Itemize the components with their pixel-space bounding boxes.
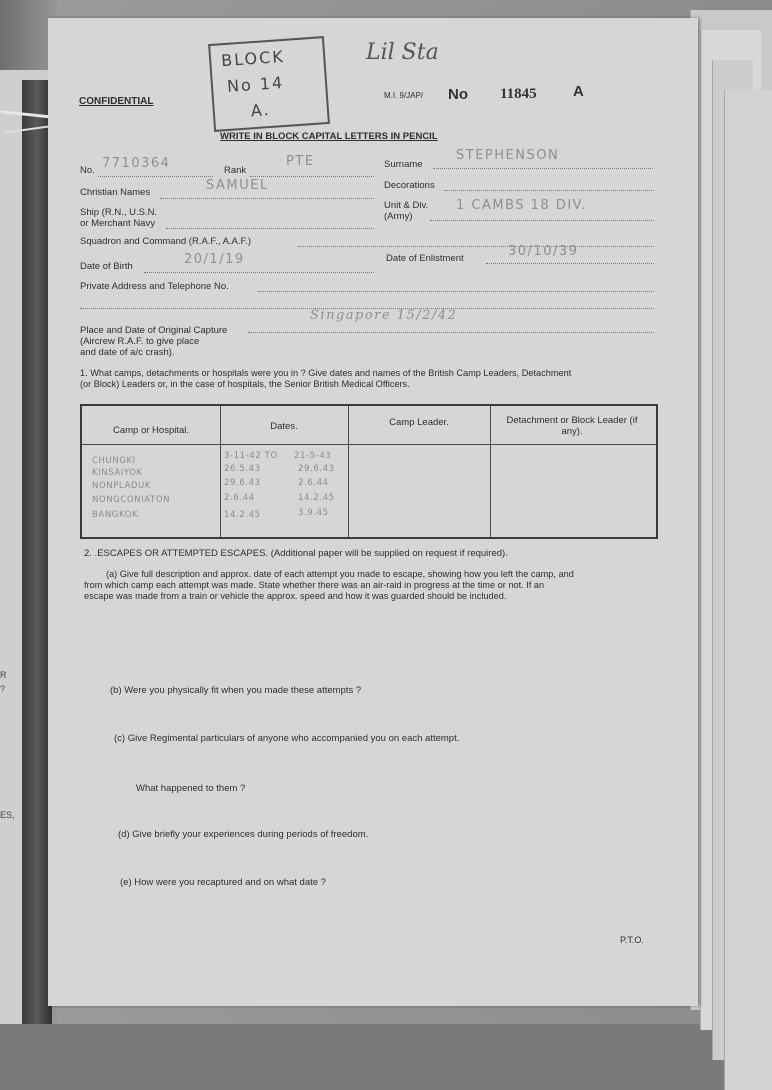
camp-row-3-name: NONPLADUK — [92, 481, 152, 491]
surname-line — [433, 168, 653, 169]
capture-label-3: and date of a/c crash). — [80, 347, 175, 358]
christian-names-line — [160, 198, 374, 199]
dob-label: Date of Birth — [80, 261, 133, 272]
ship-label-2: or Merchant Navy — [80, 218, 155, 229]
dob-line — [144, 272, 374, 273]
decorations-label: Decorations — [384, 180, 435, 191]
header-camp: Camp or Hospital. — [112, 425, 190, 436]
capture-line — [248, 332, 654, 333]
table-divider-3 — [490, 406, 491, 537]
left-fragment-2: ? — [0, 684, 6, 694]
question-2-title: 2. .ESCAPES OR ATTEMPTED ESCAPES. (Additional paper will be supplied on request if required). — [84, 548, 508, 559]
no-value: 7710364 — [102, 156, 171, 171]
camp-row-5-to: 3.9.45 — [298, 508, 329, 518]
capture-value: Singapore 15/2/42 — [310, 308, 458, 323]
unit-label-1: Unit & Div. — [384, 200, 429, 211]
rank-value: PTE — [286, 154, 315, 169]
left-fragment-1: R — [0, 670, 7, 680]
stamp-line-1: BLOCK — [220, 46, 286, 71]
question-2c: (c) Give Regimental particulars of anyone who accompanied you on each attempt. — [114, 733, 460, 744]
question-2e: (e) How were you recaptured and on what date ? — [120, 877, 326, 888]
address-label: Private Address and Telephone No. — [80, 281, 229, 292]
address-line-1 — [258, 291, 654, 292]
dob-value: 20/1/19 — [184, 252, 245, 267]
question-2d: (d) Give briefly your experiences during periods of freedom. — [118, 829, 369, 840]
decorations-line — [444, 190, 654, 191]
camp-row-1-to: 21-5-43 — [294, 451, 332, 461]
camp-row-5-from: 14.2.45 — [224, 510, 261, 520]
surname-value: STEPHENSON — [456, 148, 560, 163]
reference-no-label: No — [448, 86, 468, 103]
reference-prefix: M.I. 9/JAP/ — [384, 91, 424, 100]
camp-row-4-name: NONGCONIATON — [92, 495, 171, 505]
handwritten-initials: Lil Sta — [366, 40, 439, 65]
camp-row-4-from: 2.6.44 — [224, 493, 255, 503]
reference-number: 11845 — [500, 86, 537, 102]
question-2a-line-3: escape was made from a train or vehicle the approx. speed and how it was guarded should be included. — [84, 591, 507, 601]
header-detachment-leader: Detachment or Block Leader (if any). — [506, 415, 638, 437]
squadron-line — [298, 246, 654, 247]
camp-table — [80, 404, 658, 539]
unit-value: 1 CAMBS 18 DIV. — [456, 198, 588, 213]
question-2a-line-2: from which camp each attempt was made. State whether there was an air-raid in progress at the time or not. If an — [84, 580, 545, 590]
pto-label: P.T.O. — [620, 935, 644, 945]
questionnaire-sheet — [48, 18, 698, 1006]
camp-row-3-from: 29.6.43 — [224, 478, 261, 488]
surname-label: Surname — [384, 159, 423, 170]
rank-line — [250, 176, 374, 177]
table-header-rule — [82, 444, 656, 445]
stamp-line-3: A. — [250, 99, 272, 121]
question-2b: (b) Were you physically fit when you made these attempts ? — [110, 685, 362, 696]
enlistment-line — [486, 263, 654, 264]
enlistment-value: 30/10/39 — [508, 244, 579, 259]
ship-line — [166, 228, 374, 229]
christian-names-label: Christian Names — [80, 187, 151, 198]
capture-label-1: Place and Date of Original Capture — [80, 325, 228, 336]
christian-names-value: SAMUEL — [206, 178, 269, 193]
camp-row-1-name: CHUNGKI — [92, 456, 136, 466]
camp-row-2-to: 29.6.43 — [298, 464, 335, 474]
camp-row-2-name: KINSAIYOK — [92, 468, 143, 478]
camp-row-1-from: 3-11-42 TO — [224, 451, 278, 461]
question-2a-line-1: (a) Give full description and approx. date of each attempt you made to escape, showing how you left the camp, and — [106, 569, 574, 579]
reference-suffix: A — [573, 83, 584, 100]
page-stack-4 — [724, 90, 772, 1090]
capture-label-2: (Aircrew R.A.F. to give place — [80, 336, 200, 347]
question-1-line-2: (or Block) Leaders or, in the case of hospitals, the Senior British Medical Officers. — [80, 379, 410, 389]
unit-label-2: (Army) — [384, 211, 413, 222]
no-label: No. — [80, 165, 95, 176]
camp-row-3-to: 2.6.44 — [298, 478, 329, 488]
header-camp-leader: Camp Leader. — [389, 417, 449, 428]
instruction-text: WRITE IN BLOCK CAPITAL LETTERS IN PENCIL — [220, 131, 438, 142]
left-fragment-3: ES, — [0, 810, 15, 820]
question-2c-sub: What happened to them ? — [136, 783, 246, 794]
rank-label: Rank — [224, 165, 247, 176]
unit-line — [430, 220, 654, 221]
block-stamp — [208, 36, 330, 132]
question-1-line-1: 1. What camps, detachments or hospitals were you in ? Give dates and names of the British Camp Leaders, Detachment — [80, 368, 572, 378]
camp-row-4-to: 14.2.45 — [298, 493, 335, 503]
header-dates: Dates. — [270, 421, 298, 432]
enlistment-label: Date of Enlistment — [386, 253, 464, 264]
ship-label-1: Ship (R.N., U.S.N. — [80, 207, 158, 218]
camp-row-5-name: BANGKOK — [92, 510, 139, 520]
confidential-heading: CONFIDENTIAL — [79, 96, 154, 107]
squadron-label: Squadron and Command (R.A.F., A.A.F.) — [80, 236, 252, 247]
stamp-line-2: No 14 — [226, 72, 285, 96]
no-line — [98, 176, 213, 177]
camp-row-2-from: 26.5.43 — [224, 464, 261, 474]
